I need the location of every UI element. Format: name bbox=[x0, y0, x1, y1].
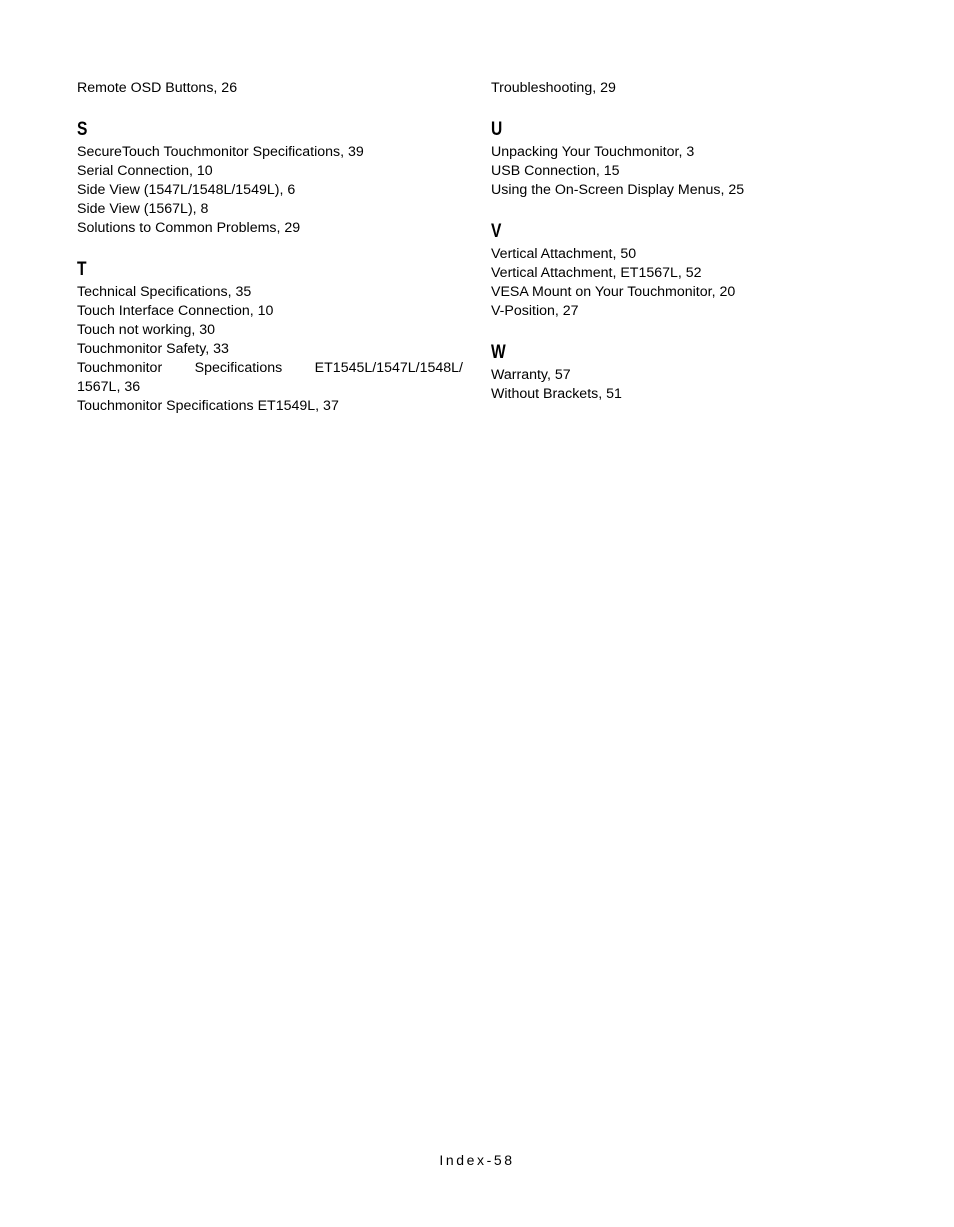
index-entry: Vertical Attachment, ET1567L, 52 bbox=[491, 265, 702, 281]
section-letter-t: T bbox=[77, 259, 87, 280]
section-letter-s: S bbox=[77, 119, 88, 140]
page-number: Index-58 bbox=[439, 1152, 515, 1168]
index-entry: Side View (1567L), 8 bbox=[77, 201, 209, 217]
section-letter-v: V bbox=[491, 221, 502, 242]
index-entry: Side View (1547L/1548L/1549L), 6 bbox=[77, 182, 296, 198]
index-entry: Technical Specifications, 35 bbox=[77, 284, 252, 300]
index-entry-wrapped bbox=[77, 359, 463, 397]
index-entry: V-Position, 27 bbox=[491, 303, 579, 319]
section-letter-w: W bbox=[491, 342, 506, 363]
index-column-left bbox=[77, 79, 467, 416]
index-entry-continuation: 1567L, 36 bbox=[77, 379, 141, 395]
index-entry-first-line: Touchmonitor Specifications ET1545L/1547L/1548L/ bbox=[77, 360, 463, 376]
index-entry: Touch Interface Connection, 10 bbox=[77, 303, 274, 319]
index-entry: Touchmonitor Safety, 33 bbox=[77, 341, 229, 357]
index-entry: Troubleshooting, 29 bbox=[491, 80, 616, 96]
index-entry: Touchmonitor Specifications ET1549L, 37 bbox=[77, 398, 339, 414]
index-column-right bbox=[491, 79, 881, 404]
index-entry: Warranty, 57 bbox=[491, 367, 571, 383]
index-entry: Remote OSD Buttons, 26 bbox=[77, 80, 238, 96]
index-entry: USB Connection, 15 bbox=[491, 163, 620, 179]
index-entry: Vertical Attachment, 50 bbox=[491, 246, 637, 262]
index-entry: Serial Connection, 10 bbox=[77, 163, 213, 179]
index-entry: SecureTouch Touchmonitor Specifications, 39 bbox=[77, 144, 364, 160]
index-entry: Solutions to Common Problems, 29 bbox=[77, 220, 301, 236]
index-entry: VESA Mount on Your Touchmonitor, 20 bbox=[491, 284, 736, 300]
index-entry: Using the On-Screen Display Menus, 25 bbox=[491, 182, 745, 198]
index-entry: Unpacking Your Touchmonitor, 3 bbox=[491, 144, 695, 160]
index-entry: Touch not working, 30 bbox=[77, 322, 216, 338]
section-letter-u: U bbox=[491, 119, 503, 140]
index-entry: Without Brackets, 51 bbox=[491, 386, 622, 402]
